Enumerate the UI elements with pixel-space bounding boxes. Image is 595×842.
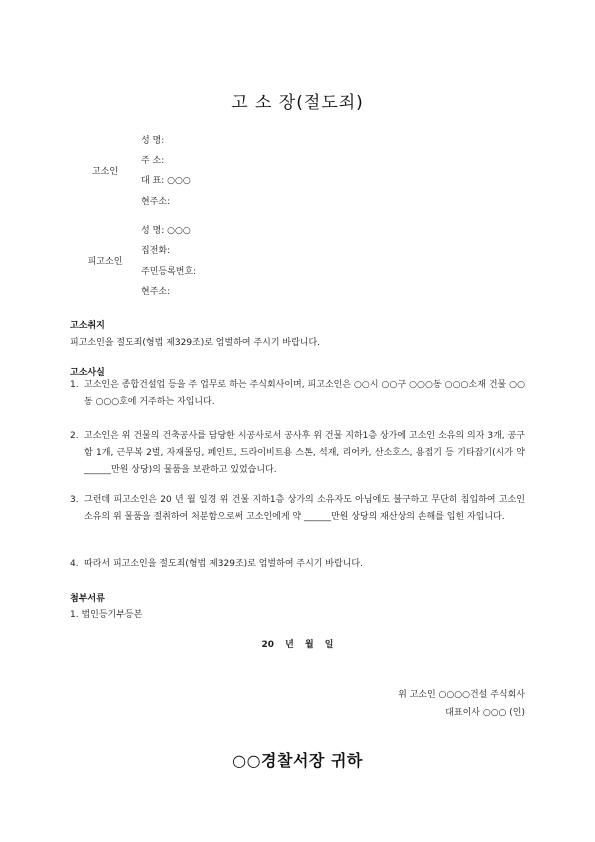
fact-number: 3. bbox=[70, 495, 79, 505]
addressee: ○○경찰서장 귀하 bbox=[232, 751, 363, 770]
facts-heading: 고소사실 bbox=[70, 368, 105, 378]
accused-current-address-field bbox=[141, 284, 170, 297]
fact-item-2 bbox=[70, 428, 525, 479]
attachments-heading: 첨부서류 bbox=[70, 594, 105, 604]
fact-number: 4. bbox=[70, 559, 79, 569]
complainant-representative-field bbox=[141, 173, 191, 186]
complainant-address-field bbox=[141, 153, 164, 166]
purpose-heading: 고소취지 bbox=[70, 321, 105, 331]
attachment-item: 1. 법인등기부등본 bbox=[70, 610, 143, 620]
fact-text: 고소인은 종합건설업 등을 주 업무로 하는 주식회사이며, 피고소인은 ○○시 ○○구 ○○○동 ○○○소재 건물 ○○동 ○○○호에 거주하는 자입니다. bbox=[84, 380, 525, 407]
field-key: 성 명: bbox=[141, 136, 165, 146]
fact-item-3 bbox=[70, 492, 525, 526]
fact-number: 2. bbox=[70, 431, 79, 441]
field-value: ○○○ bbox=[167, 226, 191, 236]
document-title: 고 소 장(절도죄) bbox=[231, 93, 364, 113]
complainant-label: 고소인 bbox=[91, 167, 119, 177]
field-key: 대 표: bbox=[141, 176, 165, 186]
field-key: 현주소: bbox=[141, 287, 171, 297]
document-date: 20 년 월 일 bbox=[261, 640, 334, 650]
fact-number: 1. bbox=[70, 380, 79, 390]
complainant-current-address-field bbox=[141, 194, 170, 207]
field-key: 주 소: bbox=[141, 156, 165, 166]
signature-company: 위 고소인 ○○○○건설 주식회사 bbox=[398, 690, 525, 700]
accused-id-number-field bbox=[141, 264, 196, 277]
fact-text: 고소인은 위 건물의 건축공사를 담당한 시공사로서 공사후 위 건물 지하1층 상가에 고소인 소유의 의자 3개, 공구함 1개, 근무복 2벌, 자재몰딩, 페인트, 드라이비트용 스톤, 석재, 리어카, 산소호스, 용접기 등 기타잡기(시가 약______만원 상당)의 물품을 보관하고 있었습니다. bbox=[84, 431, 525, 475]
signature-representative: 대표이사 ○○○ (인) bbox=[445, 708, 525, 718]
field-value: ○○○ bbox=[167, 176, 191, 186]
accused-phone-field bbox=[141, 243, 170, 256]
fact-item-1 bbox=[70, 377, 525, 411]
field-key: 주민등록번호: bbox=[141, 267, 197, 277]
complainant-name-field bbox=[141, 133, 164, 146]
accused-label: 피고소인 bbox=[87, 257, 123, 267]
purpose-text: 피고소인을 절도죄(형법 제329조)로 엄벌하여 주시기 바랍니다. bbox=[70, 338, 321, 348]
field-key: 성 명: bbox=[141, 226, 165, 236]
field-key: 집전화: bbox=[141, 246, 171, 256]
field-key: 현주소: bbox=[141, 197, 171, 207]
fact-text: 그런데 피고소인은 20 년 월 일경 위 건물 지하1층 상가의 소유자도 아님에도 불구하고 무단히 침입하여 고소인 소유의 위 물품을 절취하여 처분함으로써 고소인에게 약 ______만원 상당의 재산상의 손해를 입힌 자입니다. bbox=[84, 495, 525, 522]
fact-text: 따라서 피고소인을 절도죄(형법 제329조)로 엄벌하여 주시기 바랍니다. bbox=[84, 559, 363, 569]
accused-name-field bbox=[141, 223, 191, 236]
fact-item-4 bbox=[70, 556, 525, 573]
